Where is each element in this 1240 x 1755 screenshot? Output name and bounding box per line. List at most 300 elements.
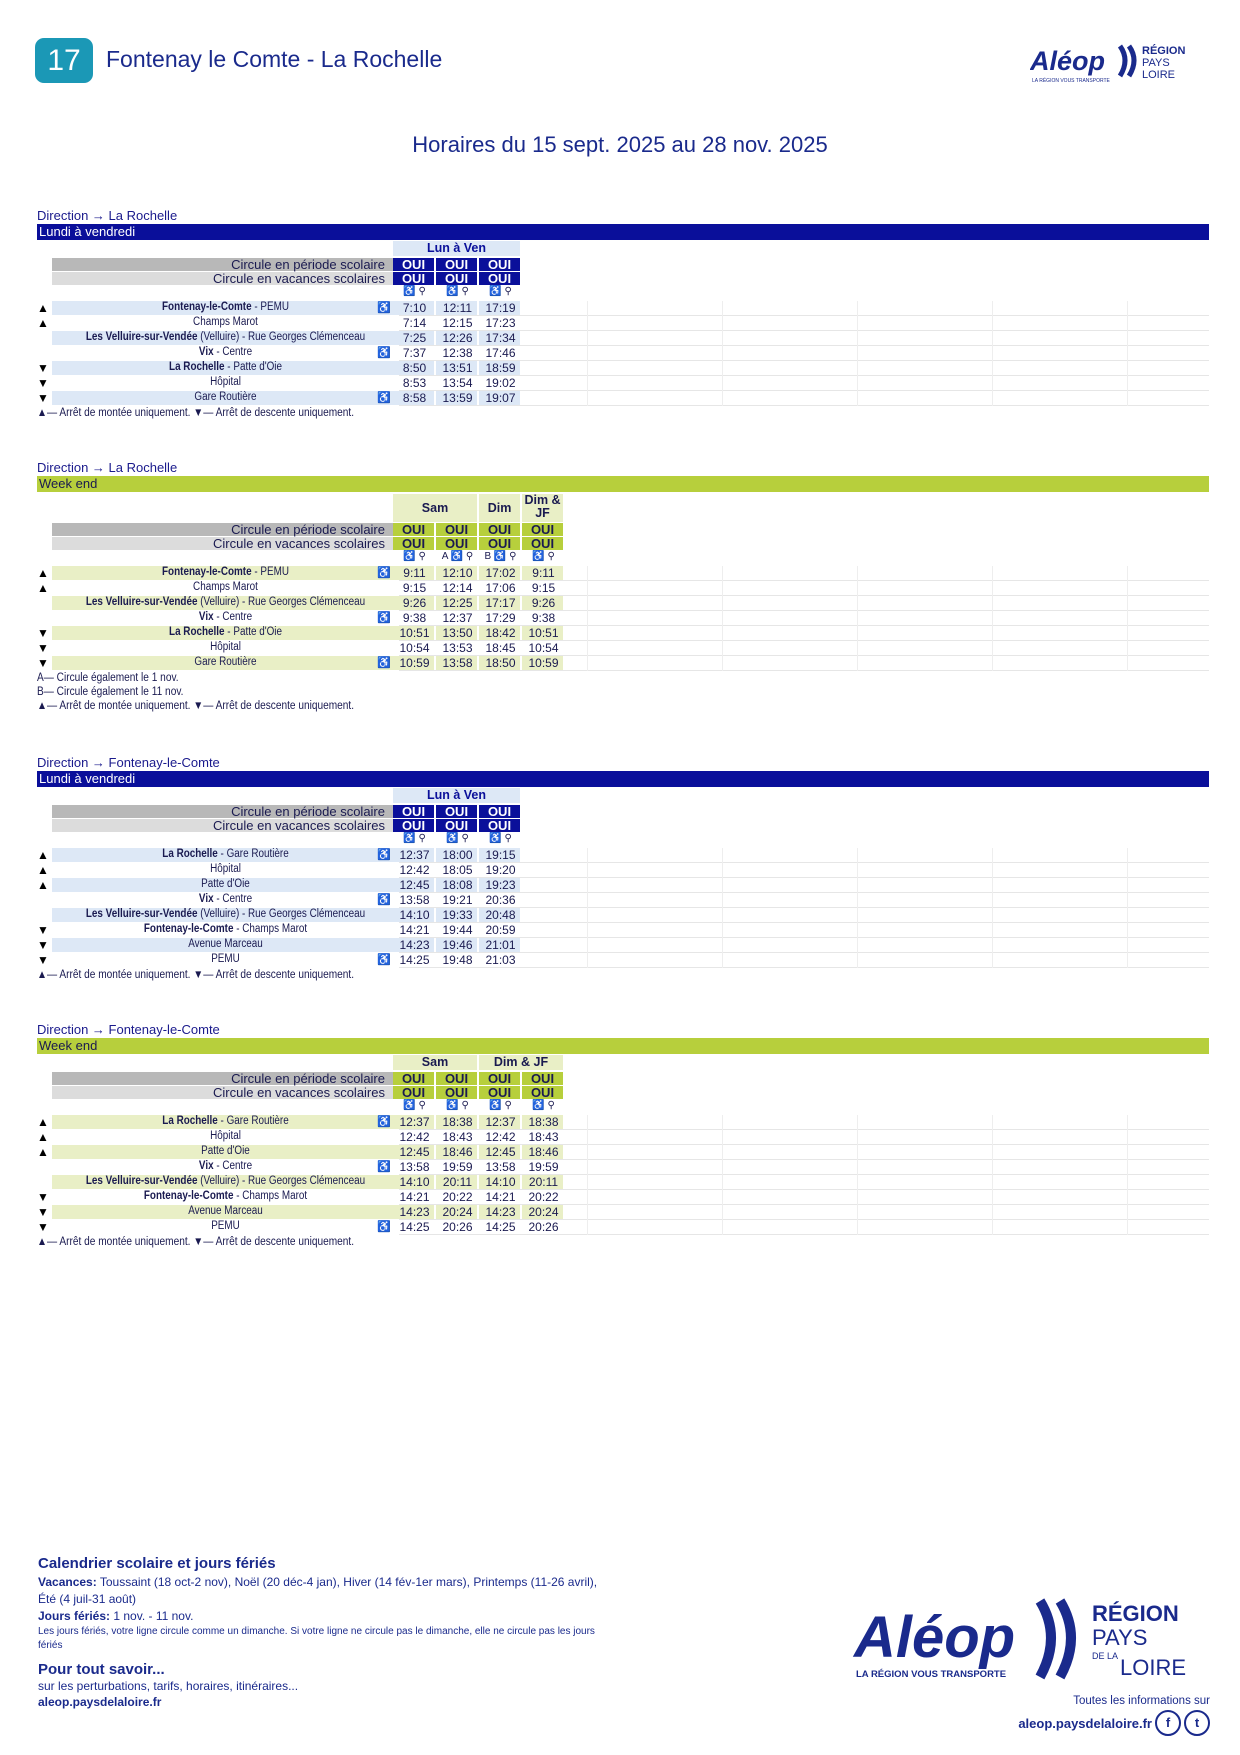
direction-label: Direction → La Rochelle <box>37 460 178 475</box>
boarding-only-icon: ▲ <box>37 1130 49 1144</box>
vacances-label <box>52 537 399 550</box>
direction-label: Direction → Fontenay-le-Comte <box>37 755 220 770</box>
wheelchair-icon: ♿ <box>377 302 391 314</box>
stop-place: (Velluire) - Rue Georges Clémenceau <box>200 1175 366 1187</box>
line-number-badge: 17 <box>35 38 93 83</box>
vacances-flag: OUI <box>479 1086 520 1099</box>
stop-name <box>76 596 374 608</box>
departure-time: 12:42 <box>399 863 430 877</box>
footer-logo-block <box>850 1595 1210 1730</box>
stop-name <box>76 376 374 388</box>
stop-city: Les Velluire-sur-Vendée <box>85 908 198 920</box>
info-link[interactable]: aleop.paysdelaloire.fr <box>1018 1715 1152 1731</box>
wheelchair-icon: ♿ <box>377 954 391 966</box>
feries-text: 1 nov. - 11 nov. <box>113 1609 194 1623</box>
vacances-label-text: Circule en vacances scolaires <box>213 1085 385 1100</box>
boarding-only-icon: ▲ <box>37 316 49 330</box>
scolaire-label <box>52 1072 399 1085</box>
departure-time: 17:23 <box>485 316 516 330</box>
departure-time: 17:34 <box>485 331 516 345</box>
alighting-only-icon: ▼ <box>37 376 49 390</box>
stop-name <box>76 361 374 373</box>
departure-time: 13:54 <box>442 376 473 390</box>
departure-time: 14:25 <box>399 1220 430 1234</box>
departure-time: 9:11 <box>403 566 426 580</box>
boarding-only-icon: ▲ <box>37 1115 49 1129</box>
departure-time: 12:45 <box>485 1145 516 1159</box>
stop-name <box>76 1175 374 1187</box>
stop-place: Gare Routière <box>226 848 289 860</box>
scolaire-flag: OUI <box>479 805 520 818</box>
departure-time: 13:58 <box>399 1160 430 1174</box>
vacances-flag: OUI <box>479 537 520 550</box>
scolaire-flag: OUI <box>436 805 477 818</box>
vacances-flag: OUI <box>393 1086 434 1099</box>
stop-name <box>76 1160 374 1172</box>
departure-time: 7:37 <box>402 346 427 360</box>
accessibility-icon: ♿ ⚲ <box>403 286 426 297</box>
departure-time: 10:54 <box>399 641 430 655</box>
stop-name <box>76 878 374 890</box>
row-gridline <box>399 405 1209 406</box>
svg-text:LA RÉGION VOUS TRANSPORTE: LA RÉGION VOUS TRANSPORTE <box>1032 78 1110 84</box>
vacances-label <box>52 819 399 832</box>
scolaire-flag: OUI <box>393 523 434 536</box>
wheelchair-icon: ♿ <box>377 849 391 861</box>
stop-place: PEMU <box>260 301 289 313</box>
accessibility-icon: ♿ ⚲ <box>489 286 512 297</box>
departure-time: 19:33 <box>442 908 473 922</box>
departure-time: 12:37 <box>399 1115 430 1129</box>
column-gridline <box>857 301 858 406</box>
column-gridline <box>857 848 858 968</box>
row-gridline <box>399 670 1209 671</box>
departure-time: 18:00 <box>442 848 473 862</box>
departure-time: 12:15 <box>442 316 473 330</box>
calendar-title: Calendrier scolaire et jours fériés <box>38 1555 276 1572</box>
departure-time: 20:48 <box>485 908 516 922</box>
vacances-flag: OUI <box>479 272 520 285</box>
stop-name <box>76 1115 374 1127</box>
accessibility-icon: A ♿ ⚲ <box>441 551 474 562</box>
feries-line <box>38 1608 618 1625</box>
departure-time: 9:11 <box>532 566 555 580</box>
route-title: Fontenay le Comte - La Rochelle <box>106 46 443 72</box>
departure-time: 14:23 <box>399 938 430 952</box>
stop-name <box>76 848 374 860</box>
vacances-flag: OUI <box>436 272 477 285</box>
alighting-only-icon: ▼ <box>37 1220 49 1234</box>
stop-place: Centre <box>222 611 253 623</box>
stop-place: Patte d'Oie <box>233 626 282 638</box>
stop-city: La Rochelle <box>169 361 225 373</box>
departure-time: 18:05 <box>442 863 473 877</box>
departure-time: 12:37 <box>399 848 430 862</box>
departure-time: 19:07 <box>485 391 516 405</box>
stop-separator: - <box>233 923 243 935</box>
row-gridline <box>399 1234 1209 1235</box>
departure-time: 14:23 <box>485 1205 516 1219</box>
departure-time: 18:50 <box>485 656 516 670</box>
stop-city: Les Velluire-sur-Vendée <box>85 1175 198 1187</box>
departure-time: 18:59 <box>485 361 516 375</box>
stop-name <box>76 641 374 653</box>
departure-time: 20:22 <box>442 1190 473 1204</box>
departure-time: 20:36 <box>485 893 516 907</box>
stop-name <box>76 331 374 343</box>
wheelchair-icon: ♿ <box>377 657 391 669</box>
column-gridline <box>992 301 993 406</box>
departure-time: 20:11 <box>528 1175 559 1189</box>
aleop-logo-icon <box>1030 40 1200 86</box>
scolaire-flag: OUI <box>522 1072 563 1085</box>
boarding-only-icon: ▲ <box>37 1145 49 1159</box>
alighting-only-icon: ▼ <box>37 953 49 967</box>
departure-time: 17:29 <box>485 611 516 625</box>
stop-place: Centre <box>222 893 253 905</box>
stop-city: Vix <box>198 893 214 905</box>
departure-time: 10:59 <box>528 656 559 670</box>
day-group-header: Dim & JF <box>522 494 563 522</box>
feries-note: Les jours fériés, votre ligne circule comme un dimanche. Si votre ligne ne circule pas le dimanche, elle ne circule pas les jours fériés <box>38 1626 595 1651</box>
departure-time: 9:26 <box>402 596 427 610</box>
wheelchair-icon: ♿ <box>377 612 391 624</box>
vacances-text: Toussaint (18 oct-2 nov), Noël (20 déc-4 jan), Hiver (14 fév-1er mars), Printemps (11-26 avril), Été (4 juil-31 août) <box>38 1575 598 1606</box>
stop-place: Avenue Marceau <box>188 938 263 950</box>
departure-time: 12:38 <box>442 346 473 360</box>
stop-name <box>76 863 374 875</box>
stop-separator: - <box>251 301 261 313</box>
days-band: Lundi à vendredi <box>37 771 1209 787</box>
departure-time: 21:03 <box>485 953 516 967</box>
departure-time: 9:38 <box>402 611 427 625</box>
stop-city: La Rochelle <box>162 1115 218 1127</box>
more-title: Pour tout savoir... <box>38 1661 165 1678</box>
stop-place: (Velluire) - Rue Georges Clémenceau <box>200 331 366 343</box>
departure-time: 19:23 <box>485 878 516 892</box>
stop-place: Champs Marot <box>193 581 258 593</box>
departure-time: 17:19 <box>485 301 516 315</box>
column-gridline <box>722 848 723 968</box>
stop-name <box>76 1145 374 1157</box>
departure-time: 10:51 <box>528 626 559 640</box>
stop-place: Hôpital <box>210 376 241 388</box>
info-block <box>1018 1693 1210 1736</box>
departure-time: 17:06 <box>485 581 516 595</box>
departure-time: 12:26 <box>442 331 473 345</box>
boarding-only-icon: ▲ <box>37 878 49 892</box>
wheelchair-icon: ♿ <box>377 1221 391 1233</box>
accessibility-icon: B ♿ ⚲ <box>484 551 517 562</box>
stop-city: Vix <box>198 611 214 623</box>
column-gridline <box>1127 301 1128 406</box>
departure-time: 18:43 <box>528 1130 559 1144</box>
stop-name <box>76 1220 374 1232</box>
column-gridline <box>587 1115 588 1235</box>
column-gridline <box>722 1115 723 1235</box>
stop-place: Gare Routière <box>226 1115 289 1127</box>
svg-text:RÉGION: RÉGION <box>1092 1601 1179 1626</box>
stop-name <box>76 1130 374 1142</box>
departure-time: 19:15 <box>485 848 516 862</box>
day-group-header: Lun à Ven <box>393 241 520 256</box>
departure-time: 20:26 <box>528 1220 559 1234</box>
day-group-header: Sam <box>393 494 477 522</box>
svg-text:PAYS: PAYS <box>1142 57 1170 69</box>
alighting-only-icon: ▼ <box>37 641 49 655</box>
departure-time: 8:50 <box>402 361 427 375</box>
stop-place: PEMU <box>260 566 289 578</box>
stop-city: Les Velluire-sur-Vendée <box>85 331 198 343</box>
timetable-body <box>37 1054 1209 1268</box>
scolaire-label-text: Circule en période scolaire <box>231 1071 385 1086</box>
svg-text:RÉGION: RÉGION <box>1142 45 1186 57</box>
scolaire-flag: OUI <box>479 258 520 271</box>
twitter-icon[interactable]: t <box>1184 1710 1210 1736</box>
departure-time: 13:53 <box>442 641 473 655</box>
stop-separator: - <box>217 848 227 860</box>
stop-name <box>76 938 374 950</box>
stop-place: (Velluire) - Rue Georges Clémenceau <box>200 596 366 608</box>
vacances-flag: OUI <box>436 537 477 550</box>
stop-separator: - <box>217 1115 227 1127</box>
vacances-flag: OUI <box>522 1086 563 1099</box>
vacances-flag: OUI <box>522 537 563 550</box>
days-band: Week end <box>37 476 1209 492</box>
vacances-flag: OUI <box>393 537 434 550</box>
footer-calendar <box>38 1555 618 1709</box>
departure-time: 7:14 <box>402 316 427 330</box>
departure-time: 20:26 <box>442 1220 473 1234</box>
stop-separator: - <box>233 1190 243 1202</box>
departure-time: 7:10 <box>402 301 427 315</box>
departure-time: 18:46 <box>528 1145 559 1159</box>
departure-time: 14:25 <box>485 1220 516 1234</box>
stop-separator: - <box>224 626 234 638</box>
departure-time: 18:45 <box>485 641 516 655</box>
stop-place: Patte d'Oie <box>233 361 282 373</box>
scolaire-label <box>52 258 399 271</box>
departure-time: 13:58 <box>485 1160 516 1174</box>
alighting-only-icon: ▼ <box>37 656 49 670</box>
stop-place: Gare Routière <box>194 391 257 403</box>
stop-city: La Rochelle <box>169 626 225 638</box>
wheelchair-icon: ♿ <box>377 1116 391 1128</box>
stop-name <box>76 301 374 313</box>
scolaire-flag: OUI <box>436 523 477 536</box>
boarding-only-icon: ▲ <box>37 848 49 862</box>
stop-city: Fontenay-le-Comte <box>143 1190 234 1202</box>
departure-time: 14:25 <box>399 953 430 967</box>
vacances-line <box>38 1574 618 1608</box>
departure-time: 12:11 <box>442 301 473 315</box>
departure-time: 18:38 <box>528 1115 559 1129</box>
departure-time: 19:46 <box>442 938 473 952</box>
info-text: Toutes les informations sur <box>1073 1695 1210 1707</box>
day-group-header: Dim & JF <box>479 1055 563 1070</box>
accessibility-icon: ♿ ⚲ <box>532 1100 555 1111</box>
stop-city: Fontenay-le-Comte <box>162 301 252 313</box>
departure-time: 12:10 <box>442 566 473 580</box>
wheelchair-icon: ♿ <box>377 1161 391 1173</box>
departure-time: 12:14 <box>442 581 473 595</box>
stop-city: La Rochelle <box>162 848 218 860</box>
departure-time: 8:58 <box>402 391 427 405</box>
svg-text:LOIRE: LOIRE <box>1142 69 1176 81</box>
departure-time: 20:59 <box>485 923 516 937</box>
timetable-section <box>37 208 1209 439</box>
scolaire-label <box>52 805 399 818</box>
stop-separator: - <box>213 611 223 623</box>
stop-name <box>76 391 374 403</box>
departure-time: 18:42 <box>485 626 516 640</box>
departure-time: 14:10 <box>485 1175 516 1189</box>
stop-place: Hôpital <box>210 863 241 875</box>
vacances-flag: OUI <box>393 819 434 832</box>
period-title: Horaires du 15 sept. 2025 au 28 nov. 2025 <box>412 132 828 157</box>
column-gridline <box>992 848 993 968</box>
stop-name <box>76 581 374 593</box>
alighting-only-icon: ▼ <box>37 626 49 640</box>
svg-text:LOIRE: LOIRE <box>1120 1655 1187 1680</box>
timetable-section <box>37 1022 1209 1268</box>
departure-time: 9:26 <box>531 596 556 610</box>
timetable-body <box>37 492 1209 719</box>
departure-time: 17:17 <box>485 596 516 610</box>
departure-time: 13:51 <box>442 361 473 375</box>
vacances-label <box>52 1086 399 1099</box>
stop-separator: - <box>251 566 261 578</box>
stop-place: Patte d'Oie <box>201 878 250 890</box>
vacances-label: Vacances: <box>38 1575 97 1589</box>
column-gridline <box>587 848 588 968</box>
timetable-section <box>37 755 1209 1001</box>
departure-time: 20:24 <box>528 1205 559 1219</box>
column-gridline <box>857 566 858 671</box>
timetable-body <box>37 240 1209 439</box>
column-gridline <box>587 566 588 671</box>
departure-time: 18:46 <box>442 1145 473 1159</box>
footnote: B— Circule également le 11 nov. <box>37 686 184 698</box>
stop-name <box>76 316 374 328</box>
stop-city: Vix <box>198 346 214 358</box>
stop-city: Les Velluire-sur-Vendée <box>85 596 198 608</box>
direction-label: Direction → Fontenay-le-Comte <box>37 1022 220 1037</box>
alighting-only-icon: ▼ <box>37 361 49 375</box>
column-gridline <box>587 301 588 406</box>
departure-time: 19:59 <box>442 1160 473 1174</box>
stop-separator: - <box>213 346 223 358</box>
column-gridline <box>1127 566 1128 671</box>
scolaire-flag: OUI <box>436 1072 477 1085</box>
boarding-only-icon: ▲ <box>37 566 49 580</box>
column-gridline <box>1127 848 1128 968</box>
departure-time: 20:22 <box>528 1190 559 1204</box>
vacances-flag: OUI <box>436 1086 477 1099</box>
column-gridline <box>1127 1115 1128 1235</box>
footnote: A— Circule également le 1 nov. <box>37 672 179 684</box>
accessibility-icon: ♿ ⚲ <box>403 833 426 844</box>
scolaire-flag: OUI <box>479 523 520 536</box>
days-band: Week end <box>37 1038 1209 1054</box>
departure-time: 9:15 <box>531 581 556 595</box>
vacances-label-text: Circule en vacances scolaires <box>213 536 385 551</box>
departure-time: 19:20 <box>485 863 516 877</box>
departure-time: 13:59 <box>442 391 473 405</box>
alighting-only-icon: ▼ <box>37 391 49 405</box>
stop-name <box>76 893 374 905</box>
departure-time: 17:02 <box>485 566 516 580</box>
stop-place: Centre <box>222 346 253 358</box>
departure-time: 19:02 <box>485 376 516 390</box>
days-band: Lundi à vendredi <box>37 224 1209 240</box>
departure-time: 20:24 <box>442 1205 473 1219</box>
stop-place: Centre <box>222 1160 253 1172</box>
feries-label: Jours fériés: <box>38 1609 111 1623</box>
boarding-only-icon: ▲ <box>37 863 49 877</box>
departure-time: 19:48 <box>442 953 473 967</box>
stop-place: Patte d'Oie <box>201 1145 250 1157</box>
departure-time: 19:59 <box>528 1160 559 1174</box>
vacances-flag: OUI <box>436 819 477 832</box>
stop-name <box>76 908 374 920</box>
departure-time: 8:53 <box>402 376 427 390</box>
boarding-only-icon: ▲ <box>37 581 49 595</box>
more-text: sur les perturbations, tarifs, horaires, itinéraires... <box>38 1679 299 1693</box>
stop-name <box>76 656 374 668</box>
vacances-flag: OUI <box>479 819 520 832</box>
departure-time: 21:01 <box>485 938 516 952</box>
departure-time: 12:45 <box>399 1145 430 1159</box>
scolaire-label-text: Circule en période scolaire <box>231 804 385 819</box>
alighting-only-icon: ▼ <box>37 1205 49 1219</box>
departure-time: 9:38 <box>531 611 556 625</box>
stop-place: Gare Routière <box>194 656 257 668</box>
scolaire-flag: OUI <box>393 805 434 818</box>
accessibility-icon: ♿ ⚲ <box>403 1100 426 1111</box>
vacances-label-text: Circule en vacances scolaires <box>213 818 385 833</box>
day-group-header: Lun à Ven <box>393 788 520 803</box>
scolaire-flag: OUI <box>436 258 477 271</box>
stop-legend: ▲— Arrêt de montée uniquement. ▼— Arrêt de descente uniquement. <box>37 1236 355 1248</box>
stop-place: Hôpital <box>210 1130 241 1142</box>
accessibility-icon: ♿ ⚲ <box>489 833 512 844</box>
departure-time: 10:59 <box>399 656 430 670</box>
stop-place: Hôpital <box>210 641 241 653</box>
more-link[interactable]: aleop.paysdelaloire.fr <box>38 1695 162 1709</box>
departure-time: 12:42 <box>399 1130 430 1144</box>
wheelchair-icon: ♿ <box>377 567 391 579</box>
stop-separator: - <box>213 893 223 905</box>
stop-place: Champs Marot <box>242 1190 308 1202</box>
wheelchair-icon: ♿ <box>377 894 391 906</box>
timetable-section <box>37 460 1209 719</box>
stop-name <box>76 1205 374 1217</box>
scolaire-flag: OUI <box>522 523 563 536</box>
departure-time: 12:25 <box>442 596 473 610</box>
stop-place: (Velluire) - Rue Georges Clémenceau <box>200 908 366 920</box>
stop-name <box>76 923 374 935</box>
departure-time: 10:54 <box>528 641 559 655</box>
facebook-icon[interactable]: f <box>1155 1710 1181 1736</box>
day-group-header: Sam <box>393 1055 477 1070</box>
departure-time: 10:51 <box>399 626 430 640</box>
alighting-only-icon: ▼ <box>37 938 49 952</box>
direction-label: Direction → La Rochelle <box>37 208 178 223</box>
stop-place: Champs Marot <box>242 923 308 935</box>
alighting-only-icon: ▼ <box>37 923 49 937</box>
scolaire-label-text: Circule en période scolaire <box>231 257 385 272</box>
